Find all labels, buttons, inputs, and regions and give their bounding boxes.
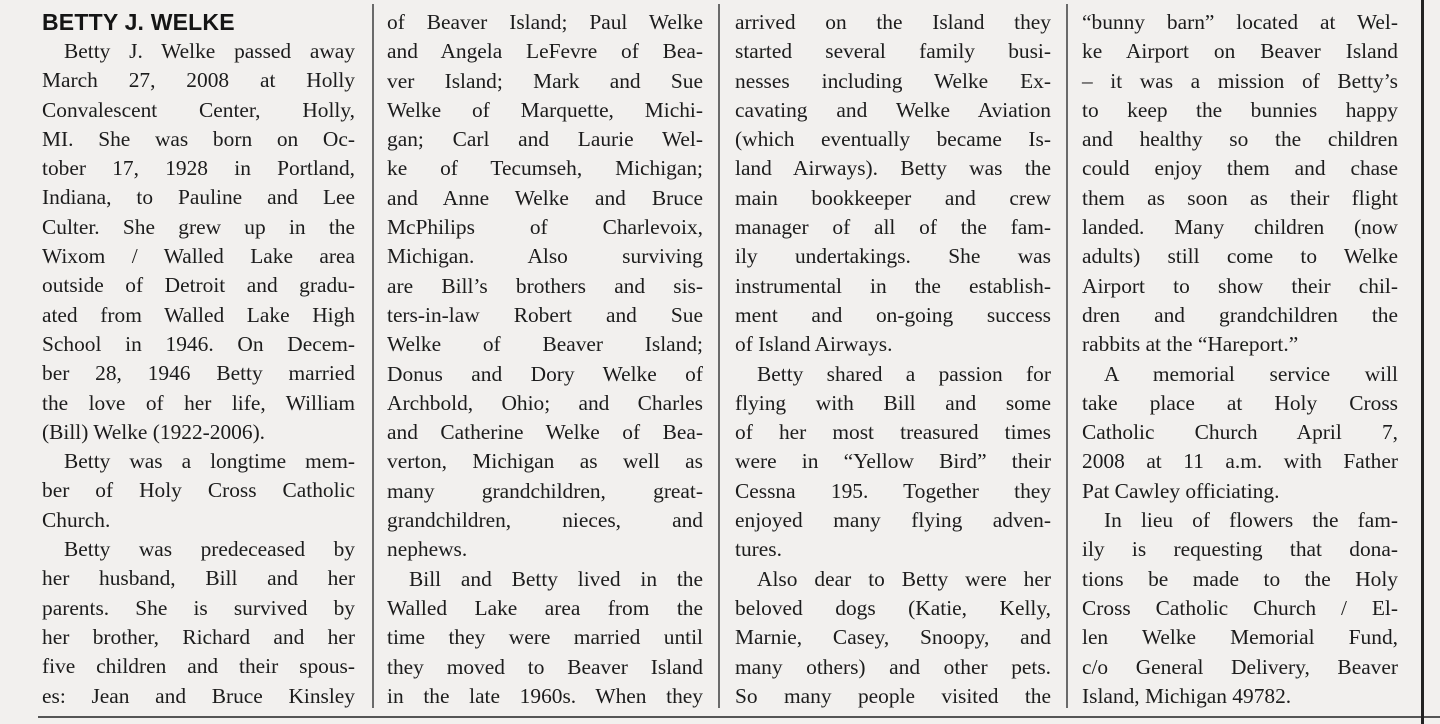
- text-line: “bunny barn” located at Wel-: [1082, 10, 1398, 34]
- text-line: es: Jean and Bruce Kinsley: [42, 683, 355, 708]
- text-line: of Island Airways.: [735, 332, 893, 357]
- text-line: Welke of Marquette, Michi-: [387, 97, 703, 122]
- text-line: ated from Walled Lake High: [42, 302, 355, 327]
- column-divider: [372, 4, 374, 708]
- text-line: Culter. She grew up in the: [42, 214, 355, 239]
- column-divider: [718, 4, 720, 708]
- text-line: 2008 at 11 a.m. with Father: [1082, 449, 1398, 474]
- text-line: were in “Yellow Bird” their: [735, 449, 1051, 474]
- text-line: – it was a mission of Betty’s: [1082, 68, 1398, 93]
- text-line: started several family busi-: [735, 39, 1051, 64]
- text-line: enjoyed many flying adven-: [735, 508, 1051, 533]
- text-line: manager of all of the fam-: [735, 215, 1051, 240]
- text-line: in the late 1960s. When they: [387, 683, 703, 708]
- text-line: her husband, Bill and her: [42, 566, 355, 591]
- text-line: instrumental in the establish-: [735, 273, 1051, 298]
- text-line: many grandchildren, great-: [387, 478, 703, 503]
- text-line: MI. She was born on Oc-: [42, 126, 355, 151]
- column-divider: [1066, 4, 1068, 708]
- text-line: verton, Michigan as well as: [387, 449, 703, 474]
- clipping-edge: [1421, 0, 1424, 724]
- text-line: ber of Holy Cross Catholic: [42, 478, 355, 503]
- article-column-4: [1082, 8, 1398, 711]
- text-line: ily is requesting that dona-: [1082, 537, 1398, 562]
- text-line: arrived on the Island they: [735, 10, 1051, 34]
- article-column-2: [387, 8, 703, 711]
- article-column-3: [735, 8, 1051, 711]
- text-line: Betty J. Welke passed away: [64, 39, 355, 63]
- text-line: Cessna 195. Together they: [735, 478, 1051, 503]
- text-line: and Anne Welke and Bruce: [387, 185, 703, 210]
- text-line: gan; Carl and Laurie Wel-: [387, 127, 703, 152]
- text-line: Bill and Betty lived in the: [409, 566, 703, 591]
- text-line: c/o General Delivery, Beaver: [1082, 654, 1398, 679]
- text-line: them as soon as their flight: [1082, 185, 1398, 210]
- text-line: (which eventually became Is-: [735, 127, 1051, 152]
- text-line: flying with Bill and some: [735, 390, 1051, 415]
- text-line: time they were married until: [387, 625, 703, 650]
- text-line: Catholic Church April 7,: [1082, 420, 1398, 445]
- bottom-rule: [38, 716, 1440, 718]
- text-line: dren and grandchildren the: [1082, 302, 1398, 327]
- text-line: Walled Lake area from the: [387, 595, 703, 620]
- text-line: grandchildren, nieces, and: [387, 508, 703, 533]
- text-line: Also dear to Betty were her: [757, 566, 1051, 591]
- text-line: many others) and other pets.: [735, 654, 1051, 679]
- text-line: outside of Detroit and gradu-: [42, 273, 355, 298]
- text-line: ke Airport on Beaver Island: [1082, 39, 1398, 64]
- text-line: they moved to Beaver Island: [387, 654, 703, 679]
- text-line: and Angela LeFevre of Bea-: [387, 39, 703, 64]
- article-column-1: [42, 8, 355, 711]
- text-line: tober 17, 1928 in Portland,: [42, 156, 355, 181]
- text-line: Wixom / Walled Lake area: [42, 244, 355, 269]
- text-line: ment and on-going success: [735, 302, 1051, 327]
- text-line: tures.: [735, 537, 782, 562]
- text-line: five children and their spous-: [42, 654, 355, 679]
- text-line: and healthy so the children: [1082, 127, 1398, 152]
- text-line: In lieu of flowers the fam-: [1104, 508, 1398, 533]
- text-line: of her most treasured times: [735, 420, 1051, 445]
- text-line: School in 1946. On Decem-: [42, 331, 355, 356]
- text-line: Island, Michigan 49782.: [1082, 683, 1292, 708]
- text-line: nephews.: [387, 537, 468, 562]
- text-line: could enjoy them and chase: [1082, 156, 1398, 181]
- text-line: landed. Many children (now: [1082, 215, 1398, 240]
- text-line: the love of her life, William: [42, 390, 355, 415]
- text-line: So many people visited the: [735, 683, 1051, 708]
- text-line: Convalescent Center, Holly,: [42, 97, 355, 122]
- text-line: Betty was a longtime mem-: [64, 449, 355, 474]
- text-line: Airport to show their chil-: [1082, 273, 1398, 298]
- text-line: (Bill) Welke (1922-2006).: [42, 419, 266, 444]
- text-line: parents. She is survived by: [42, 595, 355, 620]
- text-line: tions be made to the Holy: [1082, 566, 1398, 591]
- text-line: A memorial service will: [1104, 361, 1398, 386]
- text-line: Pat Cawley officiating.: [1082, 478, 1280, 503]
- text-line: Church.: [42, 507, 111, 532]
- text-line: Marnie, Casey, Snoopy, and: [735, 625, 1051, 650]
- text-line: her brother, Richard and her: [42, 624, 355, 649]
- text-line: Donus and Dory Welke of: [387, 361, 703, 386]
- text-line: land Airways). Betty was the: [735, 156, 1051, 181]
- text-line: adults) still come to Welke: [1082, 244, 1398, 269]
- text-line: Archbold, Ohio; and Charles: [387, 390, 703, 415]
- text-line: ters-in-law Robert and Sue: [387, 302, 703, 327]
- text-line: of Beaver Island; Paul Welke: [387, 10, 703, 34]
- text-line: Indiana, to Pauline and Lee: [42, 185, 355, 210]
- text-line: Welke of Beaver Island;: [387, 332, 703, 357]
- text-line: Betty shared a passion for: [757, 361, 1051, 386]
- text-line: McPhilips of Charlevoix,: [387, 215, 703, 240]
- text-line: Betty was predeceased by: [64, 537, 355, 562]
- text-line: ber 28, 1946 Betty married: [42, 361, 355, 386]
- text-line: ily undertakings. She was: [735, 244, 1051, 269]
- text-line: rabbits at the “Hareport.”: [1082, 332, 1299, 357]
- text-line: len Welke Memorial Fund,: [1082, 625, 1398, 650]
- text-line: to keep the bunnies happy: [1082, 97, 1398, 122]
- text-line: take place at Holy Cross: [1082, 390, 1398, 415]
- text-line: cavating and Welke Aviation: [735, 97, 1051, 122]
- text-line: March 27, 2008 at Holly: [42, 68, 355, 93]
- text-line: Michigan. Also surviving: [387, 244, 703, 269]
- text-line: ke of Tecumseh, Michigan;: [387, 156, 703, 181]
- text-line: Cross Catholic Church / El-: [1082, 595, 1398, 620]
- text-line: are Bill’s brothers and sis-: [387, 273, 703, 298]
- article-headline: BETTY J. WELKE: [42, 9, 235, 35]
- text-line: and Catherine Welke of Bea-: [387, 420, 703, 445]
- text-line: main bookkeeper and crew: [735, 185, 1051, 210]
- text-line: beloved dogs (Katie, Kelly,: [735, 595, 1051, 620]
- text-line: nesses including Welke Ex-: [735, 68, 1051, 93]
- text-line: ver Island; Mark and Sue: [387, 68, 703, 93]
